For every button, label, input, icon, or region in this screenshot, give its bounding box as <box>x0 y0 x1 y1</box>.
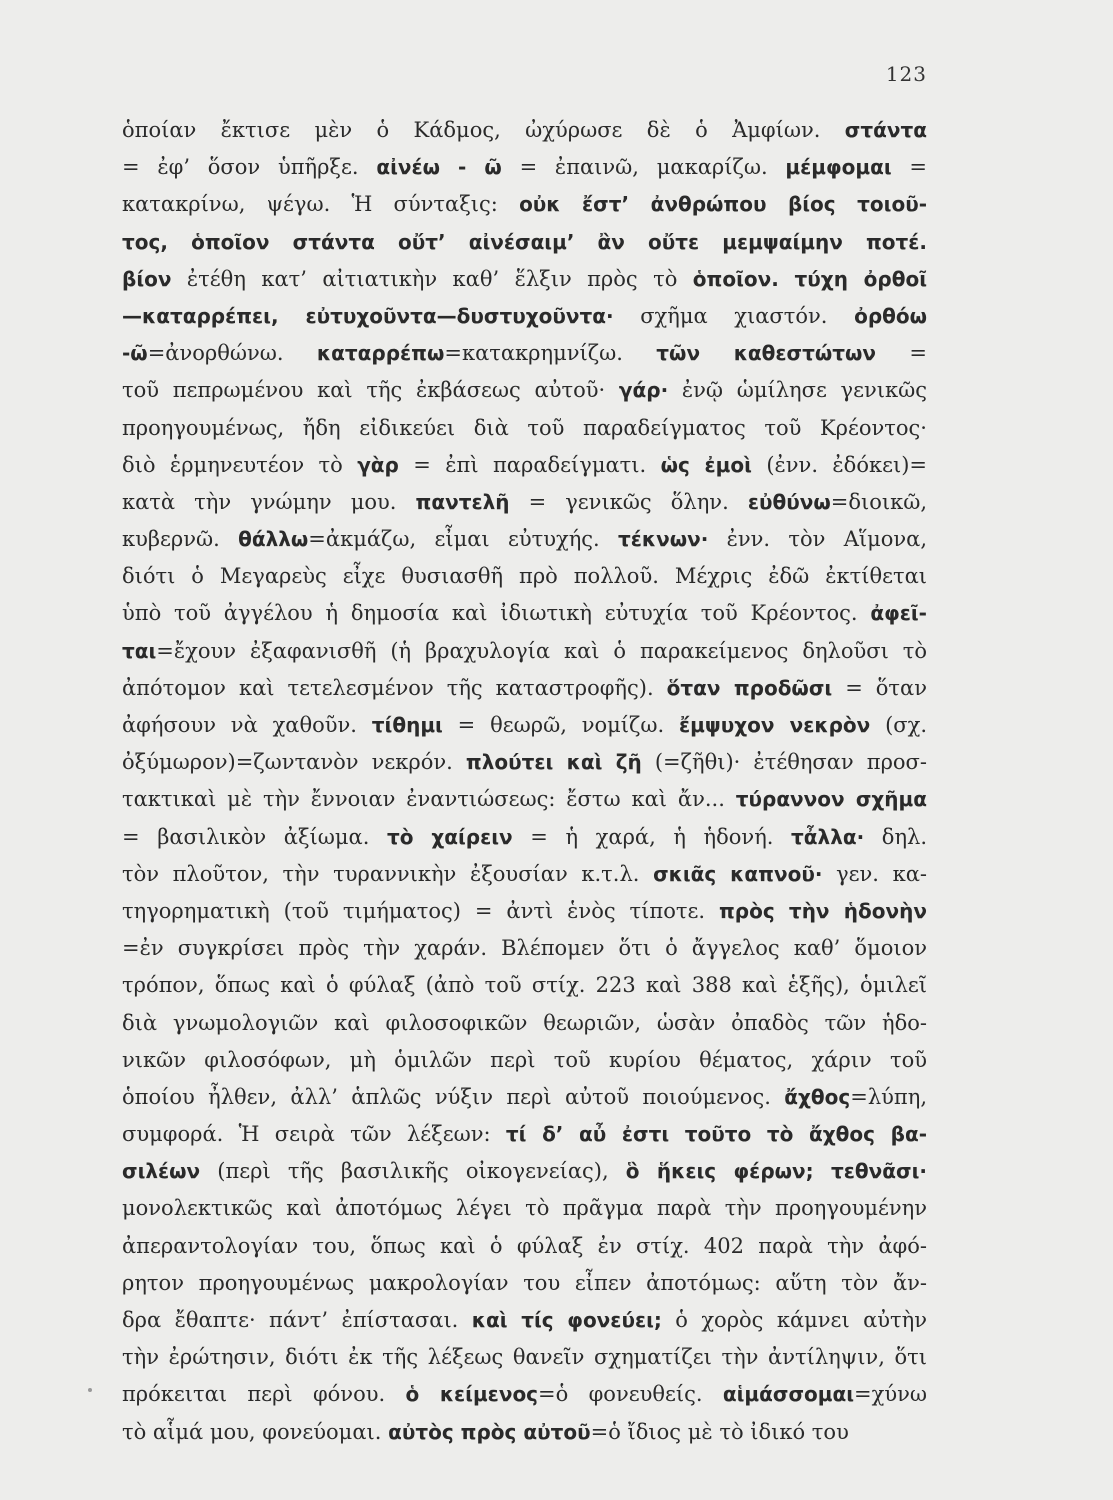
text-line <box>122 707 927 744</box>
bold-lemma: τύραννον σχῆμα <box>735 787 927 812</box>
text-segment: ἐτέθη κατ’ αἰτιατικὴν καθ’ ἕλξιν πρὸς τὸ <box>171 266 693 291</box>
bold-lemma: καὶ τίς φονεύει; <box>471 1308 662 1332</box>
text-line <box>122 447 927 484</box>
text-segment: = ἡ χαρά, ἡ ἡδονή. <box>512 824 792 849</box>
text-segment: κυβερνῶ. <box>122 527 239 552</box>
bold-lemma: τος, ὁποῖον στάντα οὔτ’ αἰνέσαιμ’ ἂν οὔτε μεμψαίμην ποτέ. <box>122 229 927 254</box>
text-segment: =λύπη, <box>850 1084 927 1109</box>
text-segment: ὑπὸ τοῦ ἀγγέλου ἡ δημοσία καὶ ἰδιωτικὴ εὐτυχία τοῦ Κρέοντος. <box>122 601 871 626</box>
bold-lemma: καταρρέπω <box>316 341 445 366</box>
bold-lemma: ὁ κείμενος <box>405 1382 539 1407</box>
bold-lemma: ὁποῖον. τύχη ὀρθοῖ <box>692 266 927 291</box>
bold-lemma: γάρ· <box>618 378 669 403</box>
bold-lemma: τὸ χαίρειν <box>386 824 513 849</box>
text-segment: μονολεκτικῶς καὶ ἀποτόμως λέγει τὸ πρᾶγμα παρὰ τὴν προηγουμένην <box>122 1196 927 1221</box>
text-segment: = ἐφ’ ὅσον ὑπῆρξε. <box>122 155 377 180</box>
text-line <box>122 186 927 223</box>
text-line <box>122 484 927 521</box>
bold-lemma: ἔμψυχον νεκρὸν <box>679 713 871 737</box>
text-segment: =ἀκμάζω, εἶμαι εὐτυχής. <box>308 527 618 552</box>
bold-lemma: εὐθύνω <box>747 489 831 514</box>
bold-lemma: γὰρ <box>357 452 399 477</box>
text-segment: =χύνω <box>854 1382 927 1407</box>
text-segment: =κατακρημνίζω. <box>444 341 657 366</box>
text-segment: διὰ γνωμολογιῶν καὶ φιλοσοφικῶν θεωριῶν, ὡσὰν ὀπαδὸς τῶν ἡδο- <box>122 1010 927 1035</box>
bold-lemma: σκιᾶς καπνοῦ· <box>653 861 823 886</box>
text-line <box>122 149 927 186</box>
text-segment: συμφορά. Ἡ σειρὰ τῶν λέξεων: <box>122 1122 506 1147</box>
text-segment: (=ζῆθι)· ἐτέθησαν προσ- <box>641 750 927 775</box>
text-segment: τὸ αἷμά μου, φονεύομαι. <box>122 1419 389 1444</box>
text-line <box>122 1414 927 1451</box>
text-line <box>122 521 927 558</box>
text-line <box>122 1042 927 1079</box>
bold-lemma: ἀφεῖ- <box>870 601 927 626</box>
text-segment: (ἐνν. ἐδόκει)= <box>751 452 927 477</box>
text-segment: ὁ χορὸς κάμνει αὐτὴν <box>661 1308 927 1332</box>
text-line <box>122 1153 927 1190</box>
bold-lemma: αὐτὸς πρὸς αὐτοῦ <box>388 1419 591 1444</box>
text-line <box>122 967 927 1004</box>
text-line <box>122 112 927 149</box>
text-line <box>122 224 927 261</box>
page-number: 123 <box>885 62 927 86</box>
bold-lemma: βίον <box>122 266 172 291</box>
bold-lemma: στάντα <box>844 118 927 142</box>
text-line <box>122 1079 927 1116</box>
text-segment: διὸ ἑρμηνευτέον τὸ <box>122 452 358 477</box>
text-segment: = θεωρῶ, νομίζω. <box>442 713 679 737</box>
text-segment: τηγορηματικὴ (τοῦ τιμήματος) = ἀντὶ ἑνὸς τίποτε. <box>122 898 719 923</box>
text-line <box>122 1339 927 1376</box>
text-line <box>122 633 927 670</box>
text-line <box>122 781 927 818</box>
text-line <box>122 1376 927 1413</box>
text-segment: ρητον προηγουμένως μακρολογίαν του εἶπεν ἀποτόμως: αὕτη τὸν ἄν- <box>122 1270 927 1295</box>
bold-lemma: ὃ ἥκεις φέρων; τεθνᾶσι· <box>625 1159 927 1184</box>
bold-lemma: —καταρρέπει, εὐτυχοῦντα—δυστυχοῦντα· <box>122 303 614 328</box>
bold-lemma: τίθημι <box>371 713 443 737</box>
bold-lemma: θάλλω <box>238 527 309 552</box>
text-line <box>122 1116 927 1153</box>
bold-lemma: ται <box>122 638 157 663</box>
bold-lemma: τί δ’ αὖ ἐστι τοῦτο τὸ ἄχθος βα- <box>505 1122 927 1147</box>
commentary-text <box>122 112 927 1451</box>
text-segment: διότι ὁ Μεγαρεὺς εἶχε θυσιασθῆ πρὸ πολλοῦ. Μέχρις ἐδῶ ἐκτίθεται <box>122 564 927 589</box>
text-segment: =διοικῶ, <box>830 489 927 514</box>
bold-lemma: ὡς ἐμοὶ <box>660 452 752 477</box>
text-segment: = ἐπαινῶ, μακαρίζω. <box>501 155 786 180</box>
text-segment: = βασιλικὸν ἀξίωμα. <box>122 824 387 849</box>
text-segment: =ἐν συγκρίσει πρὸς τὴν χαράν. Βλέπομεν ὅτι ὁ ἄγγελος καθ’ ὅμοιον <box>122 936 927 961</box>
text-segment: ἀπότομον καὶ τετελεσμένον τῆς καταστροφῆς). <box>122 675 667 700</box>
text-segment: κατὰ τὴν γνώμην μου. <box>122 489 416 514</box>
text-line <box>122 856 927 893</box>
text-segment: προηγουμένως, ἤδη εἰδικεύει διὰ τοῦ παραδείγματος τοῦ Κρέοντος· <box>122 415 927 440</box>
text-line <box>122 1265 927 1302</box>
bold-lemma: ὀρθόω <box>854 303 927 328</box>
text-segment: ὀξύμωρον)=ζωντανὸν νεκρόν. <box>122 750 466 775</box>
bold-lemma: πρὸς τὴν ἡδονὴν <box>718 898 927 923</box>
text-line <box>122 1190 927 1227</box>
text-segment: =ἔχουν ἐξαφανισθῆ (ἡ βραχυλογία καὶ ὁ παρακείμενος δηλοῦσι τὸ <box>156 638 927 663</box>
bold-lemma: παντελῆ <box>415 489 510 514</box>
text-line <box>122 1302 927 1339</box>
text-segment: τρόπον, ὅπως καὶ ὁ φύλαξ (ἀπὸ τοῦ στίχ. 223 καὶ 388 καὶ ἑξῆς), ὁμιλεῖ <box>122 973 927 998</box>
text-segment: = <box>891 155 927 180</box>
text-line <box>122 1005 927 1042</box>
text-line <box>122 744 927 781</box>
bold-lemma: ὅταν προδῶσι <box>666 675 833 700</box>
bold-lemma: αἰνέω - ῶ <box>376 155 502 180</box>
text-segment: = <box>876 341 927 366</box>
bold-lemma: σιλέων <box>122 1159 201 1184</box>
text-segment: =ὁ ἴδιος μὲ τὸ ἰδικό του <box>590 1419 849 1444</box>
bold-lemma: τέκνων· <box>618 527 709 552</box>
text-line <box>122 893 927 930</box>
text-line <box>122 930 927 967</box>
text-line <box>122 261 927 298</box>
text-segment: ἐνῷ ὡμίλησε γενικῶς <box>668 378 927 403</box>
text-segment: δηλ. <box>864 824 927 849</box>
text-segment: γεν. κα- <box>822 861 927 886</box>
text-segment: =ὁ φονευθείς. <box>538 1382 723 1407</box>
text-segment: τακτικαὶ μὲ τὴν ἔννοιαν ἐναντιώσεως: ἔστω καὶ ἄν... <box>122 787 736 812</box>
text-segment: =ἀνορθώνω. <box>147 341 317 366</box>
text-segment: ὁποίαν ἔκτισε μὲν ὁ Κάδμος, ὠχύρωσε δὲ ὁ Ἀμφίων. <box>122 118 845 142</box>
text-segment: = ὅταν <box>832 675 927 700</box>
text-segment: ἐνν. τὸν Αἵμονα, <box>708 527 927 552</box>
bold-lemma: πλούτει καὶ ζῆ <box>465 750 642 775</box>
text-segment: (περὶ τῆς βασιλικῆς οἰκογενείας), <box>200 1159 626 1184</box>
bold-lemma: μέμφομαι <box>785 155 892 180</box>
text-segment: ἀφήσουν νὰ χαθοῦν. <box>122 713 372 737</box>
bold-lemma: -ῶ <box>122 341 148 366</box>
text-segment: νικῶν φιλοσόφων, μὴ ὁμιλῶν περὶ τοῦ κυρίου θέματος, χάριν τοῦ <box>122 1047 927 1072</box>
text-segment: ὁποίου ἦλθεν, ἀλλ’ ἁπλῶς νύξιν περὶ αὐτοῦ ποιούμενος. <box>122 1084 785 1109</box>
text-segment: = γενικῶς ὅλην. <box>509 489 748 514</box>
text-segment: κατακρίνω, ψέγω. Ἡ σύνταξις: <box>122 192 520 217</box>
text-segment: τοῦ πεπρωμένου καὶ τῆς ἐκβάσεως αὐτοῦ· <box>122 378 619 403</box>
text-line <box>122 595 927 632</box>
text-line <box>122 298 927 335</box>
text-segment: (σχ. <box>870 713 927 737</box>
text-line <box>122 819 927 856</box>
text-line <box>122 558 927 595</box>
text-line <box>122 670 927 707</box>
text-line <box>122 1228 927 1265</box>
text-segment: = ἐπὶ παραδείγματι. <box>398 452 661 477</box>
text-segment: πρόκειται περὶ φόνου. <box>122 1382 406 1407</box>
bold-lemma: αἱμάσσομαι <box>722 1382 855 1407</box>
text-line <box>122 335 927 372</box>
text-segment: σχῆμα χιαστόν. <box>613 303 855 328</box>
bold-lemma: οὐκ ἔστ’ ἀνθρώπου βίος τοιοῦ- <box>519 192 927 217</box>
bold-lemma: τῶν καθεστώτων <box>656 341 877 366</box>
text-segment: τὸν πλοῦτον, τὴν τυραννικὴν ἐξουσίαν κ.τ.λ. <box>122 861 654 886</box>
text-segment: τὴν ἐρώτησιν, διότι ἐκ τῆς λέξεως θανεῖν σχηματίζει τὴν ἀντίληψιν, ὅτι <box>122 1345 927 1370</box>
text-line <box>122 410 927 447</box>
bold-lemma: τἆλλα· <box>791 824 865 849</box>
text-line <box>122 372 927 409</box>
text-segment: ἀπεραντολογίαν του, ὅπως καὶ ὁ φύλαξ ἐν στίχ. 402 παρὰ τὴν ἀφό- <box>122 1233 927 1258</box>
text-segment: δρα ἔθαπτε· πάντ’ ἐπίστασαι. <box>122 1308 472 1332</box>
bold-lemma: ἄχθος <box>784 1084 851 1109</box>
paper-speck <box>88 1388 92 1392</box>
